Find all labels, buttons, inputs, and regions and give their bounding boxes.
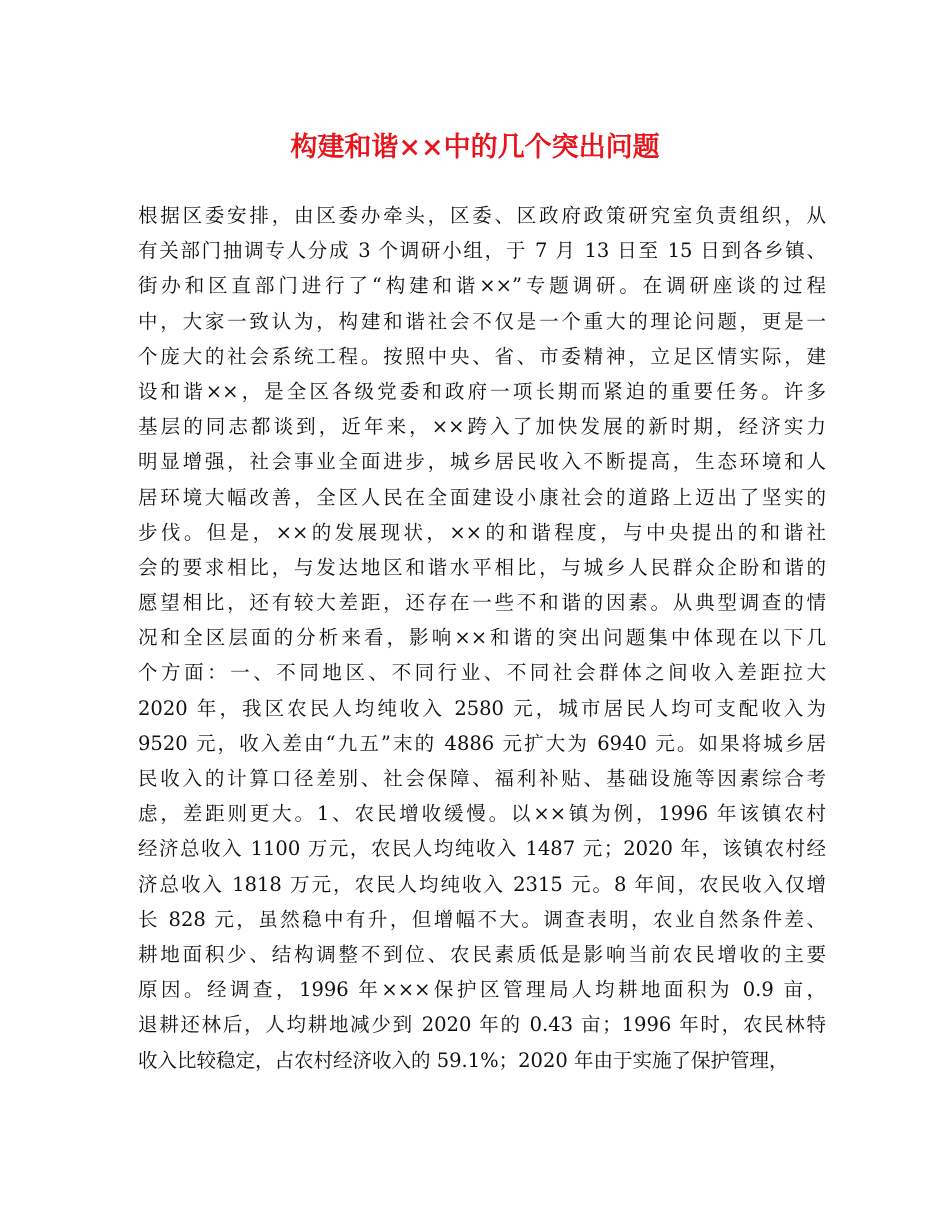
body-line: 退耕还林后，人均耕地减少到 2020 年的 0.43 亩；1996 年时，农民林特 [138,1013,826,1037]
body-line: 收入比较稳定，占农村经济收入的 59.1%；2020 年由于实施了保护管理， [138,1048,789,1072]
body-line: 长 828 元，虽然稳中有升，但增幅不大。调查表明，农业自然条件差、 [138,907,826,931]
body-line: 居环境大幅改善，全区人民在全面建设小康社会的道路上迈出了坚实的 [138,485,826,509]
body-line: 况和全区层面的分析来看，影响××和谐的突出问题集中体现在以下几 [138,626,826,650]
document-title: 构建和谐××中的几个突出问题 [290,132,660,163]
body-line: 耕地面积少、结构调整不到位、农民素质低是影响当前农民增收的主要 [138,942,826,966]
body-line: 经济总收入 1100 万元，农民人均纯收入 1487 元；2020 年，该镇农村经 [138,837,826,861]
body-line: 步伐。但是，××的发展现状，××的和谐程度，与中央提出的和谐社 [138,520,826,544]
body-line: 个庞大的社会系统工程。按照中央、省、市委精神，立足区情实际，建 [138,344,826,368]
body-line: 原因。经调查，1996 年×××保护区管理局人均耕地面积为 0.9 亩， [138,978,826,1002]
document-body [138,198,826,1078]
body-line: 设和谐××，是全区各级党委和政府一项长期而紧迫的重要任务。许多 [138,379,826,403]
body-line: 明显增强，社会事业全面进步，城乡居民收入不断提高，生态环境和人 [138,450,826,474]
body-line: 民收入的计算口径差别、社会保障、福利补贴、基础设施等因素综合考 [138,767,826,790]
body-line: 个方面：一、不同地区、不同行业、不同社会群体之间收入差距拉大 [138,661,826,685]
body-line: 虑，差距则更大。1、农民增收缓慢。以××镇为例，1996 年该镇农村 [138,802,826,826]
body-line: 9520 元，收入差由“九五”末的 4886 元扩大为 6940 元。如果将城乡居 [138,731,826,755]
body-line: 济总收入 1818 万元，农民人均纯收入 2315 元。8 年间，农民收入仅增 [138,872,826,896]
body-line: 有关部门抽调专人分成 3 个调研小组，于 7 月 13 日至 15 日到各乡镇、 [138,239,826,263]
body-line: 愿望相比，还有较大差距，还存在一些不和谐的因素。从典型调查的情 [138,591,826,615]
body-line: 2020 年，我区农民人均纯收入 2580 元，城市居民人均可支配收入为 [138,696,826,720]
body-line: 会的要求相比，与发达地区和谐水平相比，与城乡人民群众企盼和谐的 [138,555,826,579]
body-line: 根据区委安排，由区委办牵头，区委、区政府政策研究室负责组织，从 [138,204,826,227]
body-line: 街办和区直部门进行了“构建和谐××”专题调研。在调研座谈的过程 [138,274,826,298]
body-line: 中，大家一致认为，构建和谐社会不仅是一个重大的理论问题，更是一 [138,309,826,333]
body-line: 基层的同志都谈到，近年来，××跨入了加快发展的新时期，经济实力 [138,415,826,439]
